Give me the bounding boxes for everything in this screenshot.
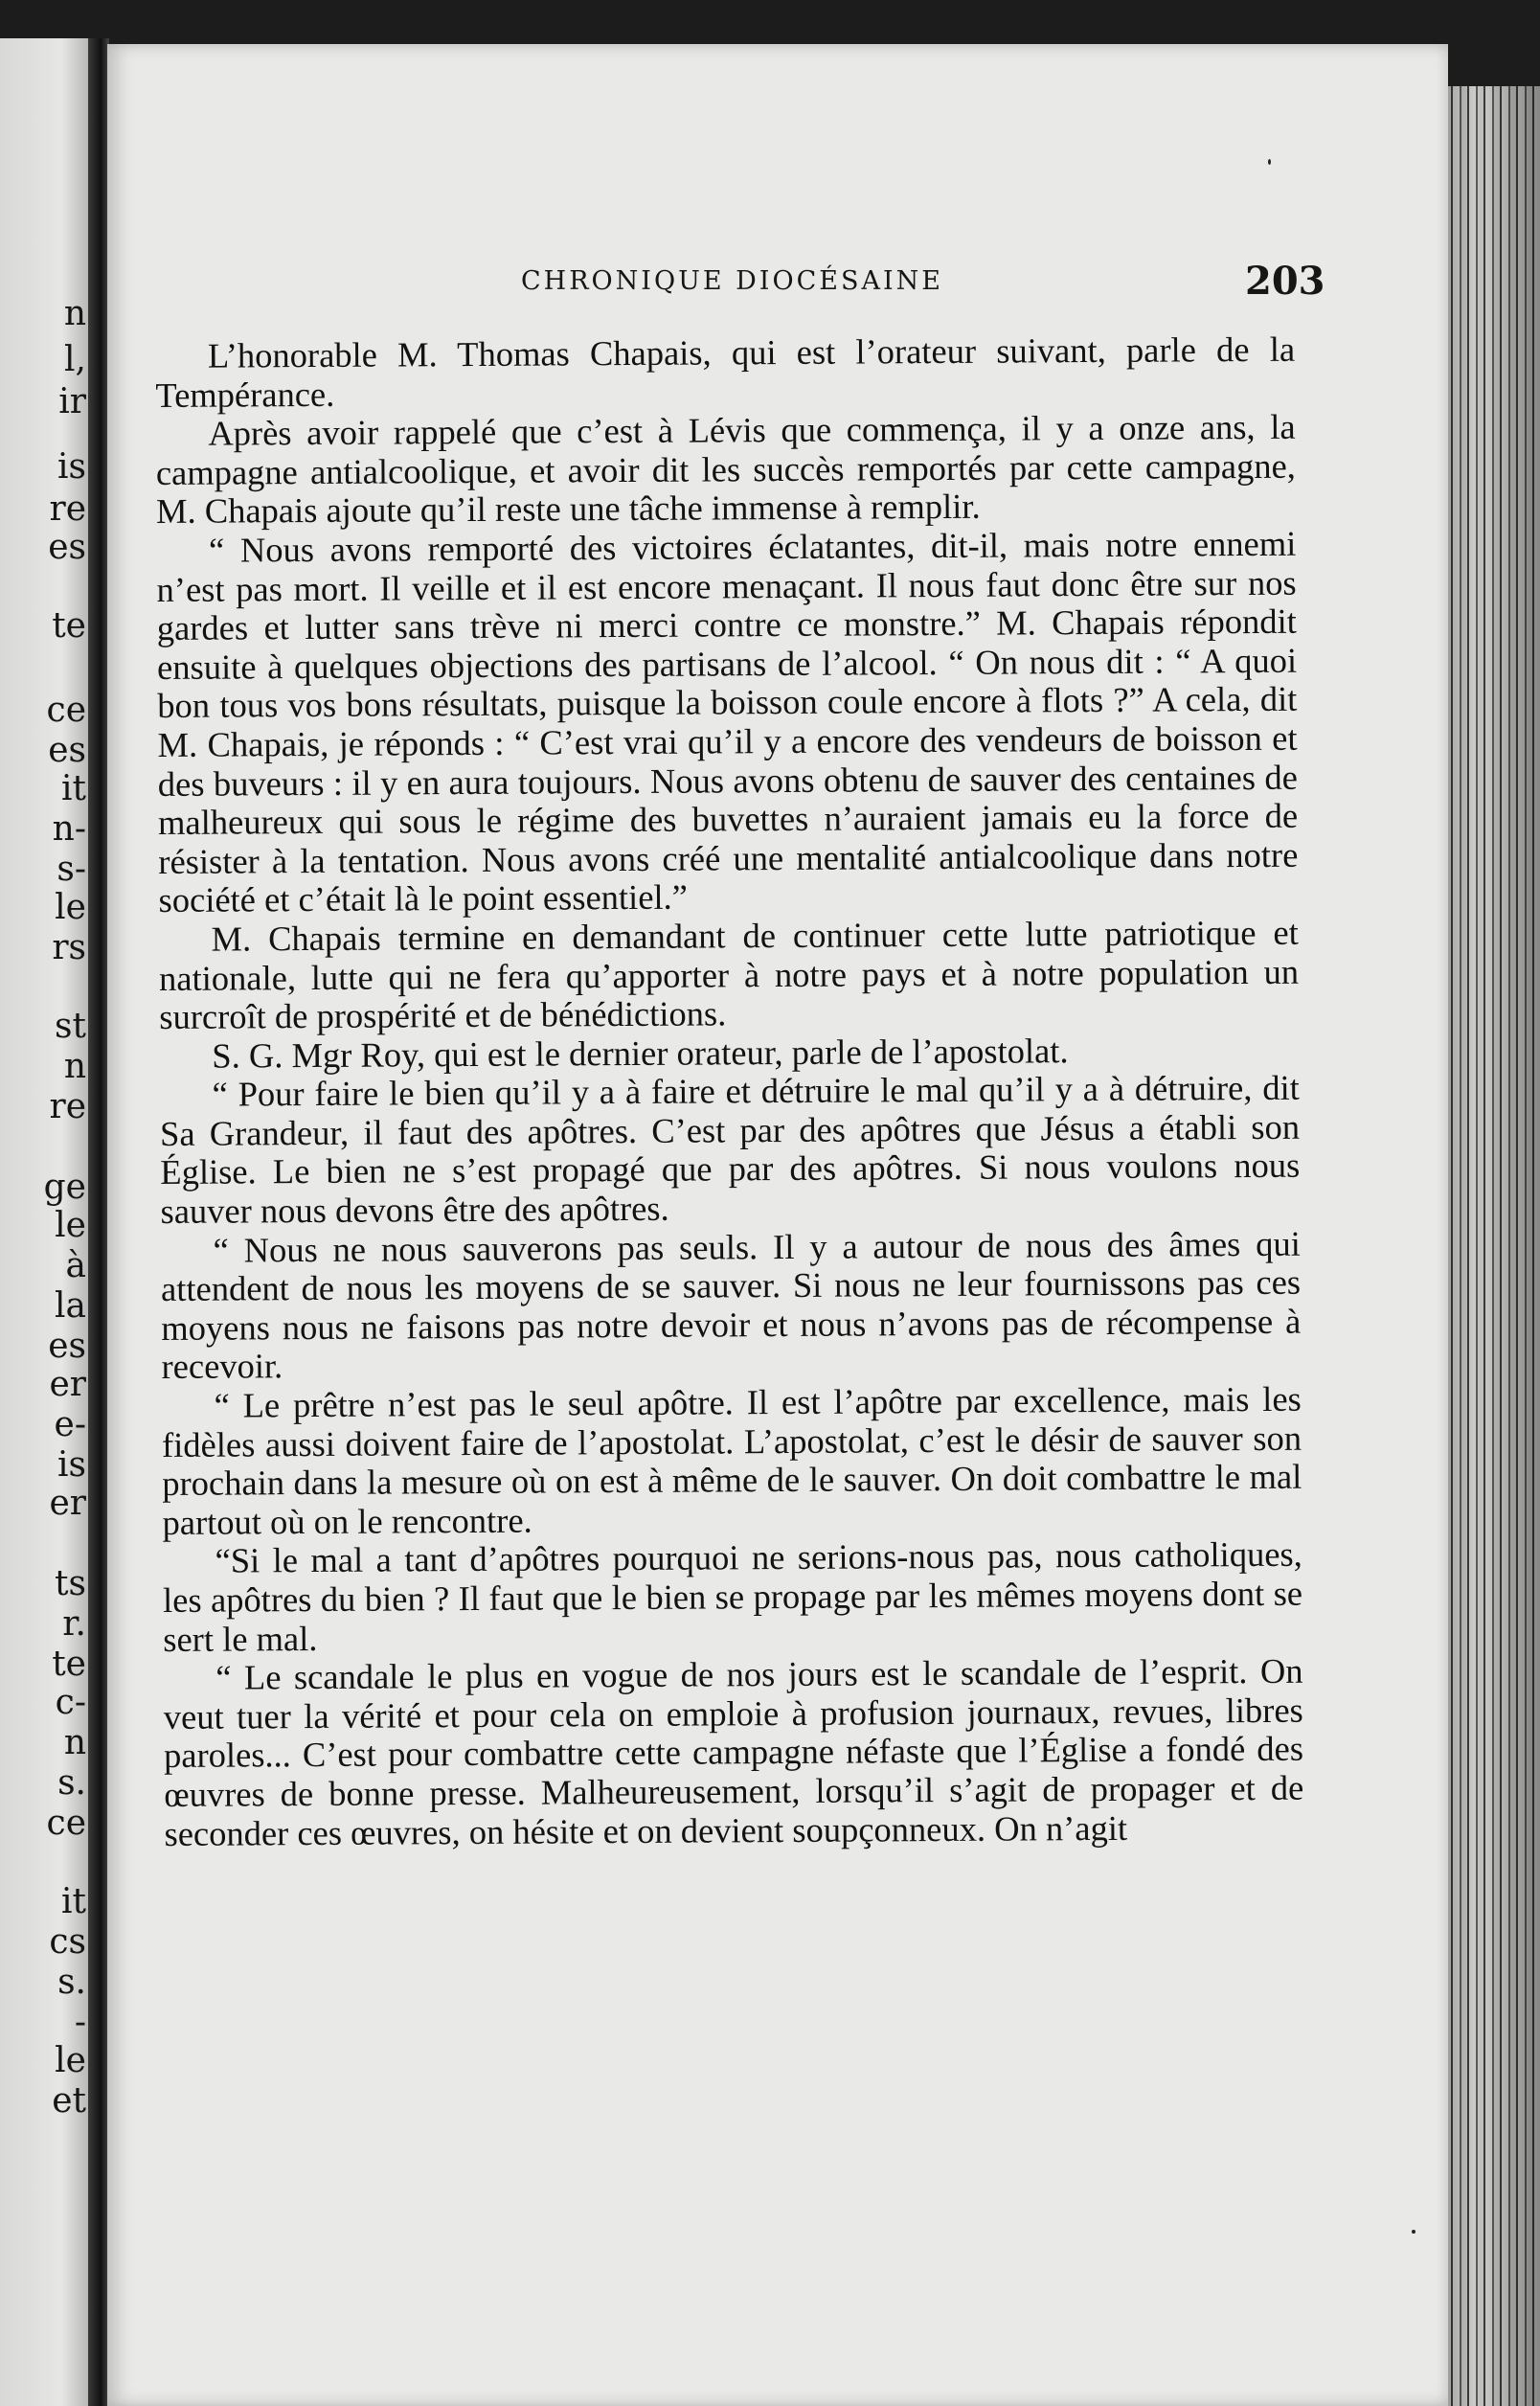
running-head: CHRONIQUE DIOCÉSAINE: [521, 266, 943, 296]
left-page-fragment: le: [55, 2041, 86, 2080]
left-page-fragment: is: [57, 1445, 86, 1485]
left-page-fragment: c-: [55, 1683, 86, 1722]
body-text: [155, 330, 1304, 1853]
left-page-fragment: ts: [55, 1564, 86, 1603]
left-page-fragment: er: [49, 1484, 86, 1523]
left-page-fragment: it: [61, 769, 86, 808]
left-page-fragment: cs: [49, 1922, 86, 1962]
left-page-fragment: ce: [46, 691, 86, 730]
left-page-fragment: ir: [58, 382, 86, 421]
paragraph: “ Nous ne nous sauverons pas seuls. Il y a autour de nous des âmes qui attendent de nous les moyens de se sauver. Si nous ne leur fournissons pas ces moyens nous ne faisons pas notre devoir et nous n’avons pas de récompense à recevoir.: [160, 1223, 1302, 1387]
left-page-fragment: r.: [62, 1604, 86, 1644]
left-page-fragment: es: [48, 528, 86, 567]
ink-speck: [1412, 2230, 1415, 2234]
page-number: 203: [1245, 259, 1325, 304]
left-page-fragment: le: [55, 888, 86, 927]
paragraph: “ Le scandale le plus en vogue de nos jours est le scandale de l’esprit. On veut tuer la vérité et pour cela on emploie à profusion journaux, revues, libres paroles... C’est pour combattre cette campagne néfaste que l’Église a fondé des œuvres de bonne presse. Malheureusement, lorsqu’il s’agit de propager et de seconder ces œuvres, on hésite et on devient soupçonneux. On n’agit: [163, 1650, 1304, 1853]
paragraph: S. G. Mgr Roy, qui est le dernier orateur, parle de l’apostolat.: [212, 1030, 1069, 1076]
left-page-fragment: rs: [52, 928, 86, 967]
left-page-fragment: n: [63, 1047, 86, 1086]
paragraph: “Si le mal a tant d’apôtres pourquoi ne serions-nous pas, nous catholiques, les apôtres du bien ? Il faut que le bien se propage par les mêmes moyens dont se sert le mal.: [162, 1534, 1303, 1659]
paragraph: “ Nous avons remporté des victoires éclatantes, dit-il, mais notre ennemi n’est pas mort. Il veille et il est encore menaçant. Il nous faut donc être sur nos gardes et lutter sans trève ni merci contre ce monstre.” M. Chapais répondit ensuite à quelques objections des partisans de l’alcool. “ On nous dit : “ A quoi bon tous vos bons résultats, puisque la boisson coule encore à flots ?” A cela, dit M. Chapais, je réponds : “ C’est vrai qu’il y a encore des vendeurs de boisson et des buveurs : il y en aura toujours. Nous avons obtenu de sauver des centaines de malheureux qui sous le régime des buvettes n’auraient jamais eu la force de résister à la tentation. Nous avons créé une mentalité antialcoolique dans notre société et c’était là le point essentiel.”: [156, 523, 1299, 920]
left-page-fragment: is: [57, 447, 86, 487]
left-page-fragment: ce: [46, 1804, 86, 1843]
page-header: [107, 259, 1448, 314]
left-page-fragment: l,: [64, 340, 86, 379]
page-edges-shadow: [1437, 86, 1540, 2406]
left-page-fragment: re: [49, 489, 86, 529]
book-gutter: [88, 38, 109, 2406]
left-page-fragment: le: [55, 1206, 86, 1245]
left-page-fragment: es: [48, 731, 86, 770]
paragraph: M. Chapais termine en demandant de continuer cette lutte patriotique et nationale, lutte qui ne fera qu’apporter à notre pays et à notre population un surcroît de prospérité et de bénédictions.: [158, 912, 1300, 1037]
left-page-fragment: te: [52, 606, 86, 646]
paragraph: L’honorable M. Thomas Chapais, qui est l’orateur suivant, parle de la Tempérance.: [155, 329, 1296, 415]
left-page-fragment: n-: [52, 809, 86, 849]
left-page-fragment: s.: [57, 1963, 86, 2002]
left-page-fragment: la: [55, 1286, 86, 1326]
left-page-fragment: n: [63, 1723, 86, 1762]
left-page-fragment: et: [52, 2081, 86, 2121]
left-page-fragment: st: [55, 1007, 86, 1046]
left-page-fragment: it: [61, 1882, 86, 1921]
paragraph: Après avoir rappelé que c’est à Lévis que commença, il y a onze ans, la campagne antialcoolique, et avoir dit les succès remportés par cette campagne, M. Chapais ajoute qu’il reste une tâche immense à remplir.: [155, 406, 1296, 532]
left-page-fragment: s.: [57, 1763, 86, 1803]
ink-speck: [1268, 159, 1271, 165]
book-page: [107, 44, 1448, 2406]
left-page-fragment: e-: [54, 1405, 86, 1444]
left-page-fragment: es: [48, 1327, 86, 1366]
left-page-fragment: er: [49, 1365, 86, 1404]
left-page-fragment: re: [49, 1087, 86, 1126]
paragraph: “ Pour faire le bien qu’il y a à faire et détruire le mal qu’il y a à détruire, dit Sa Grandeur, il faut des apôtres. C’est par des apôtres que Jésus a établi son Église. Le bien ne s’est propagé que par des apôtres. Si nous voulons nous sauver nous devons être des apôtres.: [159, 1067, 1301, 1232]
left-page-fragment: ge: [43, 1168, 86, 1207]
paragraph: “ Le prêtre n’est pas le seul apôtre. Il est l’apôtre par excellence, mais les fidèles aussi doivent faire de l’apostolat. L’apostolat, c’est le désir de sauver son prochain dans la mesure où on est à même de le sauver. On doit combattre le mal partout où on le rencontre.: [161, 1378, 1302, 1542]
left-facing-page: [0, 38, 88, 2406]
left-page-fragment: te: [52, 1645, 86, 1684]
left-page-fragment: n: [63, 294, 86, 333]
left-page-fragment: s-: [57, 850, 86, 889]
left-page-fragment: à: [65, 1246, 86, 1285]
left-page-fragment: -: [74, 2003, 86, 2042]
